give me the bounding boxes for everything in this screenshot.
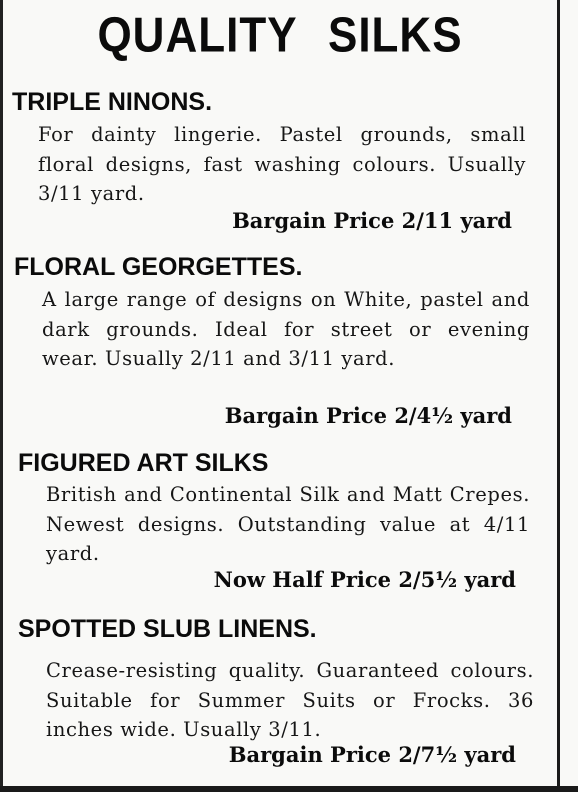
product-price: Now Half Price 2/5½ yard	[213, 567, 516, 592]
advert-border-bottom	[0, 786, 578, 792]
product-heading: FIGURED ART SILKS	[18, 449, 269, 477]
product-heading: FLORAL GEORGETTES.	[14, 253, 303, 281]
advert-title: QUALITY SILKS	[97, 8, 463, 63]
advert-border-left	[0, 0, 3, 792]
product-heading: TRIPLE NINONS.	[12, 88, 213, 116]
product-price: Bargain Price 2/7½ yard	[228, 742, 516, 767]
product-description: Crease-resisting quality. Guaranteed colours. Suitable for Summer Suits or Frocks. 36 inches wide. Usually 3/11.	[46, 659, 534, 741]
advert-border-right	[557, 0, 560, 792]
product-description: British and Continental Silk and Matt Crepes. Newest designs. Outstanding value at 4/11 yard.	[46, 483, 530, 565]
product-price: Bargain Price 2/11 yard	[232, 208, 512, 233]
product-description: A large range of designs on White, pastel and dark grounds. Ideal for street or evening wear. Usually 2/11 and 3/11 yard.	[42, 288, 530, 370]
product-description: For dainty lingerie. Pastel grounds, small floral designs, fast washing colours. Usually 3/11 yard.	[38, 123, 526, 205]
product-heading: SPOTTED SLUB LINENS.	[18, 615, 317, 643]
product-price: Bargain Price 2/4½ yard	[224, 403, 512, 428]
